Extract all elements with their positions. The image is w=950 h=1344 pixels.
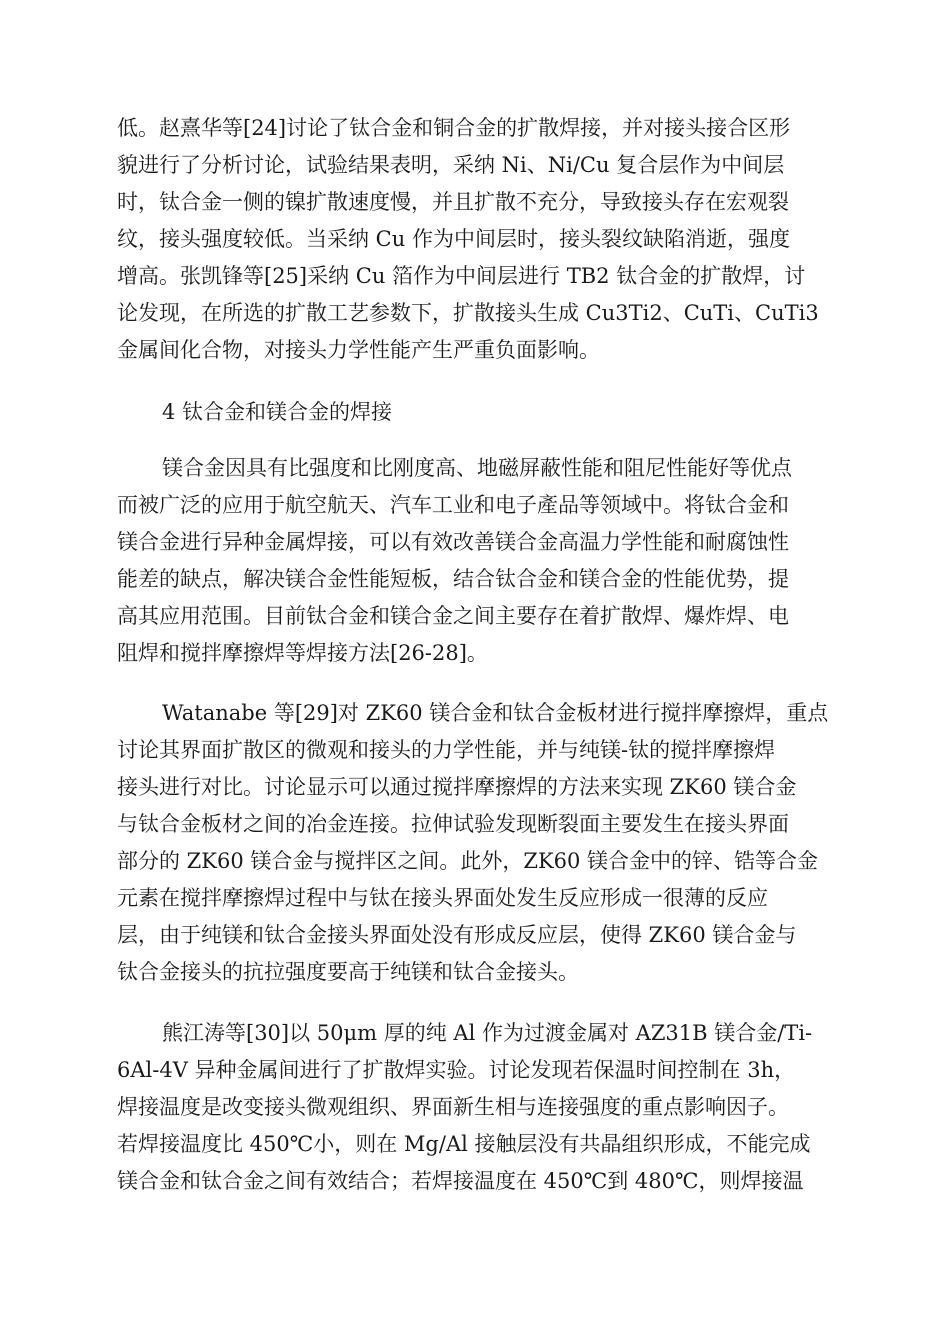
- paragraph-5: [117, 1015, 832, 1200]
- section-heading-text: 4 钛合金和镁合金的焊接: [162, 400, 393, 424]
- paragraph-line: 钛合金接头的抗拉强度要高于纯镁和钛合金接头。: [117, 960, 579, 984]
- paragraph-line: 阻焊和搅拌摩擦焊等焊接方法[26-28]。: [117, 641, 488, 665]
- paragraph-line: 6Al-4V 异种金属间进行了扩散焊实验。讨论发现若保温时间控制在 3h，: [117, 1058, 796, 1082]
- paragraph-line: 与钛合金板材之间的冶金连接。拉伸试验发现断裂面主要发生在接头界面: [117, 812, 789, 836]
- paragraph-line: 增高。张凯锋等[25]采纳 Cu 箔作为中间层进行 TB2 钛合金的扩散焊，讨: [117, 264, 806, 288]
- paragraph-line: 时，钛合金一侧的镍扩散速度慢，并且扩散不充分，导致接头存在宏观裂: [117, 190, 789, 214]
- paragraph-line: 镁合金因具有比强度和比刚度高、地磁屏蔽性能和阻尼性能好等优点: [162, 456, 792, 480]
- paragraph-4: [117, 695, 832, 991]
- paragraph-line: 熊江涛等[30]以 50μm 厚的纯 Al 作为过渡金属对 AZ31B 镁合金/Ti-: [162, 1021, 813, 1045]
- paragraph-line: 镁合金进行异种金属焊接，可以有效改善镁合金高温力学性能和耐腐蚀性: [117, 530, 789, 554]
- paragraph-line: 部分的 ZK60 镁合金与搅拌区之间。此外，ZK60 镁合金中的锌、锆等合金: [117, 849, 819, 873]
- paragraph-line: 纹，接头强度较低。当采纳 Cu 作为中间层时，接头裂纹缺陷消逝，强度: [117, 227, 790, 251]
- paragraph-line: 低。赵熹华等[24]讨论了钛合金和铜合金的扩散焊接，并对接头接合区形: [117, 116, 791, 140]
- section-heading: [117, 394, 832, 431]
- paragraph-line: 接头进行对比。讨论显示可以通过搅拌摩擦焊的方法来实现 ZK60 镁合金: [117, 775, 797, 799]
- paragraph-line: 论发现，在所选的扩散工艺参数下，扩散接头生成 Cu3Ti2、CuTi、CuTi3: [117, 301, 819, 325]
- paragraph-3: [117, 450, 832, 672]
- paragraph-line: 若焊接温度比 450℃小，则在 Mg/Al 接触层没有共晶组织形成，不能完成: [117, 1132, 811, 1156]
- paragraph-line: 镁合金和钛合金之间有效结合；若焊接温度在 450℃到 480℃，则焊接温: [117, 1169, 804, 1193]
- paragraph-line: 元素在搅拌摩擦焊过程中与钛在接头界面处发生反应形成一很薄的反应: [117, 886, 768, 910]
- paragraph-line: 焊接温度是改变接头微观组织、界面新生相与连接强度的重点影响因子。: [117, 1095, 789, 1119]
- paragraph-line: 讨论其界面扩散区的微观和接头的力学性能，并与纯镁-钛的搅拌摩擦焊: [117, 738, 776, 762]
- paragraph-line: 层，由于纯镁和钛合金接头界面处没有形成反应层，使得 ZK60 镁合金与: [117, 923, 797, 947]
- paragraph-line: Watanabe 等[29]对 ZK60 镁合金和钛合金板材进行搅拌摩擦焊，重点: [162, 701, 829, 725]
- paragraph-line: 金属间化合物，对接头力学性能产生严重负面影响。: [117, 338, 600, 362]
- paragraph-1: [117, 110, 832, 369]
- paragraph-line: 高其应用范围。目前钛合金和镁合金之间主要存在着扩散焊、爆炸焊、电: [117, 604, 789, 628]
- paragraph-line: 能差的缺点，解决镁合金性能短板，结合钛合金和镁合金的性能优势，提: [117, 567, 789, 591]
- paragraph-line: 貌进行了分析讨论，试验结果表明，采纳 Ni、Ni/Cu 复合层作为中间层: [117, 153, 785, 177]
- paragraph-line: 而被广泛的应用于航空航天、汽车工业和电子產品等领域中。将钛合金和: [117, 493, 789, 517]
